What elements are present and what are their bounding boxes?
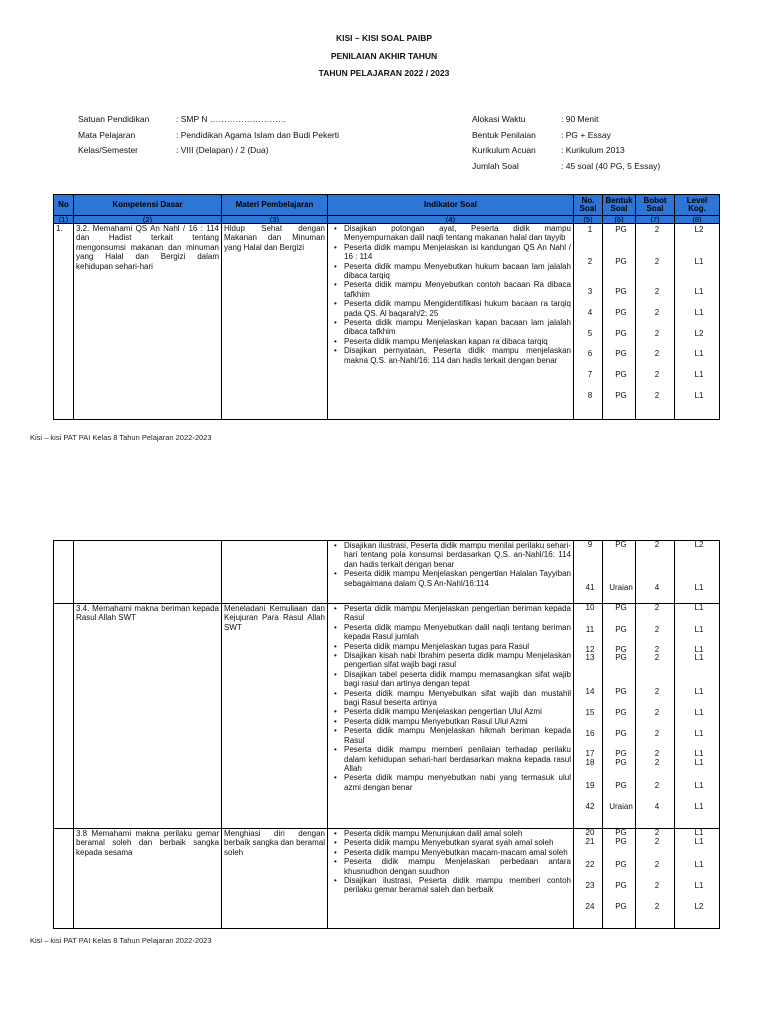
indikator-item: • Peserta didik mampu Menjelaskan perbedaan antara khusnudhon dengan suudhon (344, 857, 571, 876)
bentuk-soal-cell (603, 604, 636, 829)
level-kog-cell (675, 829, 720, 929)
indikator-list (330, 541, 571, 588)
no-soal: 1 (587, 225, 593, 234)
indikator-item: • Peserta didik mampu memberi penilaian terhadap perilaku dalam kehidupan sehari-hari berdasarkan makna kepada rasul Allah (344, 745, 571, 773)
level-kog: L1 (694, 802, 704, 811)
indikator-item: • Disajikan ilustrasi, Peserta didik mampu menilai perilaku sehari-hari tentang pola konsumsi berdasarkan Q.S. an-Nahl/16: 114 dan hadis terkait dengan benar (344, 541, 571, 569)
no-soal: 19 (585, 781, 595, 790)
level-kog-cell (675, 604, 720, 829)
bentuk-soal: PG (615, 653, 627, 662)
level-kog: L1 (694, 287, 704, 296)
indikator-item: • Peserta didik mampu Menjelaskan pengertian beriman kepada Rasul (344, 604, 571, 623)
no-soal: 9 (587, 540, 593, 549)
no-soal-cell (574, 541, 603, 604)
level-kog-cell (675, 224, 720, 420)
bobot-soal: 2 (654, 370, 660, 379)
bobot-soal: 2 (654, 625, 660, 634)
kompetensi-dasar: 3.8 Memahami makna perilaku gemar beramal soleh dan berbaik sangka kepada sesama (74, 829, 222, 929)
bentuk-soal-cell (603, 829, 636, 929)
col-number: (5) (574, 216, 603, 224)
table-row (54, 604, 720, 829)
level-kog: L1 (694, 645, 704, 654)
bobot-soal: 2 (654, 603, 660, 612)
indikator-item: • Peserta didik mampu Mengidentifikasi hukum bacaan ra tarqiq pada QS. Al baqarah/2: 25 (344, 299, 571, 318)
bentuk-soal: PG (615, 687, 627, 696)
meta-row (472, 159, 660, 175)
bobot-soal: 2 (654, 708, 660, 717)
level-kog: L1 (694, 625, 704, 634)
level-kog: L1 (694, 308, 704, 317)
bobot-soal-cell (636, 829, 675, 929)
level-kog: L1 (694, 583, 704, 592)
col-number: (6) (603, 216, 636, 224)
bentuk-soal: PG (615, 540, 627, 549)
no-soal: 7 (587, 370, 593, 379)
indikator-item: • Peserta didik mampu Menjelaskan isi kandungan QS An Nahl / 16 : 114 (344, 243, 571, 262)
meta-right (472, 112, 660, 174)
meta-row (78, 112, 339, 128)
meta-label: Kelas/Semester (78, 145, 138, 155)
bobot-soal: 2 (654, 645, 660, 654)
indikator-item: • Disajikan kisah nabi Ibrahim peserta didik mampu Menjelaskan pengertian sifat wajib bagi rasul (344, 651, 571, 670)
bobot-soal: 2 (654, 349, 660, 358)
no-soal-cell (574, 604, 603, 829)
level-kog: L1 (694, 370, 704, 379)
bentuk-soal: PG (615, 329, 627, 338)
bobot-soal-cell (636, 224, 675, 420)
no-soal: 24 (585, 902, 595, 911)
meta-label: Bentuk Penilaian (472, 129, 536, 140)
bentuk-soal: PG (615, 645, 627, 654)
table-row (54, 224, 720, 420)
indikator-item: • Disajikan pernyataan, Peserta didik mampu menjelaskan makna Q.S. an-Nahl/16: 114 dan hadis terkait dengan benar (344, 346, 571, 365)
level-kog-cell (675, 541, 720, 604)
bobot-soal: 2 (654, 687, 660, 696)
level-kog: L1 (694, 603, 704, 612)
no-soal: 20 (585, 828, 595, 837)
bobot-soal: 2 (654, 860, 660, 869)
bentuk-soal: PG (615, 860, 627, 869)
indikator-cell (328, 224, 574, 420)
meta-row (472, 128, 660, 144)
bobot-soal: 2 (654, 329, 660, 338)
bentuk-soal: PG (615, 308, 627, 317)
kisi-table-page2 (53, 540, 720, 929)
bentuk-soal: PG (615, 828, 627, 837)
col-header: No (54, 195, 74, 216)
level-kog: L1 (694, 687, 704, 696)
bobot-soal: 2 (654, 828, 660, 837)
bentuk-soal: PG (615, 781, 627, 790)
indikator-item: • Peserta didik mampu Menyebutkan contoh bacaan Ra dibaca tafkhim (344, 280, 571, 299)
col-header: No. Soal (574, 195, 603, 216)
meta-value: : SMP N ……………………… (176, 114, 287, 124)
bentuk-soal: PG (615, 603, 627, 612)
kompetensi-dasar: 3.2. Memahami QS An Nahl / 16 : 114 dan Hadist terkait tentang mengonsumsi makanan dan minuman yang Halal dan Bergizi dalam kehidupan sehari-hari (74, 224, 222, 420)
doc-title: KISI – KISI SOAL PAIBP (335, 33, 433, 43)
indikator-item: • Peserta didik mampu Menyebutkan syarat syah amal soleh (344, 838, 571, 847)
meta-value: : PG + Essay (561, 129, 611, 140)
table-number-row (54, 216, 720, 224)
table-row (54, 829, 720, 929)
indikator-list (330, 829, 571, 895)
indikator-cell (328, 604, 574, 829)
bobot-soal-cell (636, 604, 675, 829)
no-soal: 23 (585, 881, 595, 890)
indikator-item: • Peserta didik mampu Menunjukan dalil amal soleh (344, 829, 571, 838)
indikator-item: • Peserta didik mampu menyebutkan nabi yang termasuk ulul azmi dengan benar (344, 773, 571, 792)
indikator-item: • Peserta didik mampu Menyebutkan dalil naqli tentang beriman kepada Rasul jumlah (344, 623, 571, 642)
bentuk-soal: Uraian (609, 802, 633, 811)
meta-row (472, 112, 660, 128)
meta-value: : VIII (Delapan) / 2 (Dua) (176, 145, 269, 155)
level-kog: L2 (694, 225, 704, 234)
level-kog: L1 (694, 749, 704, 758)
bentuk-soal: PG (615, 287, 627, 296)
level-kog: L1 (694, 881, 704, 890)
indikator-item: • Disajikan ilustrasi, Peserta didik mampu memberi contoh perilaku gemar beramal saleh dan berbaik (344, 876, 571, 895)
indikator-cell (328, 829, 574, 929)
bentuk-soal: PG (615, 625, 627, 634)
col-number: (2) (74, 216, 222, 224)
no-soal: 2 (587, 257, 593, 266)
no-soal: 41 (585, 583, 595, 592)
col-header: Kompetensi Dasar (74, 195, 222, 216)
no-soal: 11 (585, 625, 595, 634)
col-header: Level Kog. (675, 195, 720, 216)
meta-row (78, 128, 339, 144)
col-number: (1) (54, 216, 74, 224)
bentuk-soal: PG (615, 225, 627, 234)
bobot-soal: 4 (654, 802, 660, 811)
bentuk-soal: PG (615, 370, 627, 379)
bobot-soal: 2 (654, 781, 660, 790)
indikator-item: • Peserta didik mampu Menjelaskan pengertian Ulul Azmi (344, 707, 571, 716)
page-footer: Kisi – kisi PAT PAI Kelas 8 Tahun Pelajaran 2022-2023 (30, 433, 212, 442)
no-soal: 13 (585, 653, 595, 662)
kompetensi-dasar: 3.4. Memahami makna beriman kepada Rasul Allah SWT (74, 604, 222, 829)
indikator-item: • Disajikan tabel peserta didik mampu memasangkan sifat wajib bagi rasul dan artinya dengan tepat (344, 670, 571, 689)
bobot-soal-cell (636, 541, 675, 604)
bentuk-soal: PG (615, 349, 627, 358)
no-soal: 15 (585, 708, 595, 717)
indikator-item: • Peserta didik mampu Menyebutkan Rasul Ulul Azmi (344, 717, 571, 726)
no-soal: 6 (587, 349, 593, 358)
level-kog: L1 (694, 837, 704, 846)
indikator-item: • Peserta didik mampu Menjelaskan pengertian Halalan Tayyiban sebagaimana dalam Q.S An-Nahl/16:114 (344, 569, 571, 588)
no-soal-cell (574, 829, 603, 929)
bobot-soal: 2 (654, 881, 660, 890)
meta-label: Kurikulum Acuan (472, 145, 536, 155)
materi-pembelajaran: Hidup Sehat dengan Makanan dan Minuman yang Halal dan Bergizi (222, 224, 328, 420)
indikator-list (330, 224, 571, 365)
bobot-soal: 2 (654, 540, 660, 549)
indikator-item: • Peserta didik mampu Menjelaskan hikmah beriman kepada Rasul (344, 726, 571, 745)
doc-year: TAHUN PELAJARAN 2022 / 2023 (318, 68, 450, 78)
meta-row (472, 143, 660, 159)
no-soal-cell (574, 224, 603, 420)
no-soal: 42 (585, 802, 595, 811)
bentuk-soal: PG (615, 902, 627, 911)
level-kog: L2 (694, 329, 704, 338)
level-kog: L1 (694, 758, 704, 767)
bobot-soal: 2 (654, 729, 660, 738)
materi-pembelajaran: Menghiasi diri dengan berbaik sangka dan beramal soleh (222, 829, 328, 929)
indikator-cell (328, 541, 574, 604)
bentuk-soal: PG (615, 708, 627, 717)
bentuk-soal: PG (615, 391, 627, 400)
col-number: (4) (328, 216, 574, 224)
bobot-soal: 2 (654, 758, 660, 767)
level-kog: L1 (694, 349, 704, 358)
bentuk-soal: Uraian (609, 583, 633, 592)
level-kog: L2 (694, 902, 704, 911)
bentuk-soal: PG (615, 729, 627, 738)
bobot-soal: 2 (654, 391, 660, 400)
meta-left (78, 112, 339, 159)
meta-label: Alokasi Waktu (472, 114, 526, 124)
meta-value: : 90 Menit (561, 114, 599, 124)
indikator-item: • Peserta didik mampu Menjelaskan kapan ra dibaca tarqiq (344, 337, 571, 346)
no-soal: 14 (585, 687, 595, 696)
level-kog: L1 (694, 828, 704, 837)
level-kog: L1 (694, 653, 704, 662)
no-soal: 8 (587, 391, 593, 400)
indikator-list (330, 604, 571, 792)
bentuk-soal: PG (615, 257, 627, 266)
no-soal: 22 (585, 860, 595, 869)
bobot-soal: 2 (654, 902, 660, 911)
col-number: (7) (636, 216, 675, 224)
level-kog: L1 (694, 729, 704, 738)
bobot-soal: 2 (654, 225, 660, 234)
meta-value: : 45 soal (40 PG, 5 Essay) (561, 160, 661, 171)
no-soal: 16 (585, 729, 595, 738)
meta-label: Jumlah Soal (472, 160, 519, 171)
meta-label: Mata Pelajaran (78, 129, 136, 140)
bentuk-soal: PG (615, 758, 627, 767)
meta-value: : Pendidikan Agama Islam dan Budi Pekerti (176, 129, 340, 140)
col-header: Indikator Soal (328, 195, 574, 216)
col-number: (3) (222, 216, 328, 224)
bentuk-soal-cell (603, 224, 636, 420)
bentuk-soal: PG (615, 881, 627, 890)
col-number: (8) (675, 216, 720, 224)
no-soal: 10 (585, 603, 595, 612)
materi-pembelajaran: Meneladani Kemuliaan dan Kejujuran Para Rasul Allah SWT (222, 604, 328, 829)
bobot-soal: 2 (654, 257, 660, 266)
bentuk-soal: PG (615, 749, 627, 758)
level-kog: L1 (694, 781, 704, 790)
bobot-soal: 2 (654, 287, 660, 296)
bentuk-soal-cell (603, 541, 636, 604)
indikator-item: • Disajikan potongan ayat, Peserta didik mampu Menyempurnakan dalil naqli tentang makanan halal dan tayyib (344, 224, 571, 243)
row-number: 1. (54, 224, 74, 420)
level-kog: L1 (694, 708, 704, 717)
col-header: Bobot Soal (636, 195, 675, 216)
bobot-soal: 2 (654, 308, 660, 317)
indikator-item: • Peserta didik mampu Menyebutkan sifat wajib dan mustahil bagi Rasul beserta artinya (344, 689, 571, 708)
no-soal: 3 (587, 287, 593, 296)
indikator-item: • Peserta didik mampu Menyebutkan macam-macam amal soleh (344, 848, 571, 857)
no-soal: 17 (585, 749, 595, 758)
meta-label: Satuan Pendidikan (78, 114, 150, 124)
page-footer: Kisi – kisi PAT PAI Kelas 8 Tahun Pelajaran 2022-2023 (30, 936, 212, 945)
no-soal: 12 (585, 645, 595, 654)
bentuk-soal: PG (615, 837, 627, 846)
meta-value: : Kurikulum 2013 (561, 145, 625, 155)
table-header-row (54, 195, 720, 216)
no-soal: 4 (587, 308, 593, 317)
level-kog: L1 (694, 257, 704, 266)
indikator-item: • Peserta didik mampu Menjelaskan kapan bacaan lam jalalah dibaca tafkhim (344, 318, 571, 337)
no-soal: 21 (585, 837, 595, 846)
bobot-soal: 4 (654, 583, 660, 592)
no-soal: 5 (587, 329, 593, 338)
level-kog: L1 (694, 391, 704, 400)
bobot-soal: 2 (654, 749, 660, 758)
bobot-soal: 2 (654, 653, 660, 662)
table-row (54, 541, 720, 604)
no-soal: 18 (585, 758, 595, 767)
doc-subtitle: PENILAIAN AKHIR TAHUN (330, 51, 438, 61)
level-kog: L2 (694, 540, 704, 549)
meta-row (78, 143, 339, 159)
indikator-item: • Peserta didik mampu Menjelaskan tugas para Rasul (344, 642, 571, 651)
bobot-soal: 2 (654, 837, 660, 846)
kisi-table-page1 (53, 194, 720, 420)
indikator-item: • Peserta didik mampu Menyebutkan hukum bacaan lam jalalah dibaca tarqiq (344, 262, 571, 281)
col-header: Bentuk Soal (603, 195, 636, 216)
level-kog: L1 (694, 860, 704, 869)
col-header: Materi Pembelajaran (222, 195, 328, 216)
